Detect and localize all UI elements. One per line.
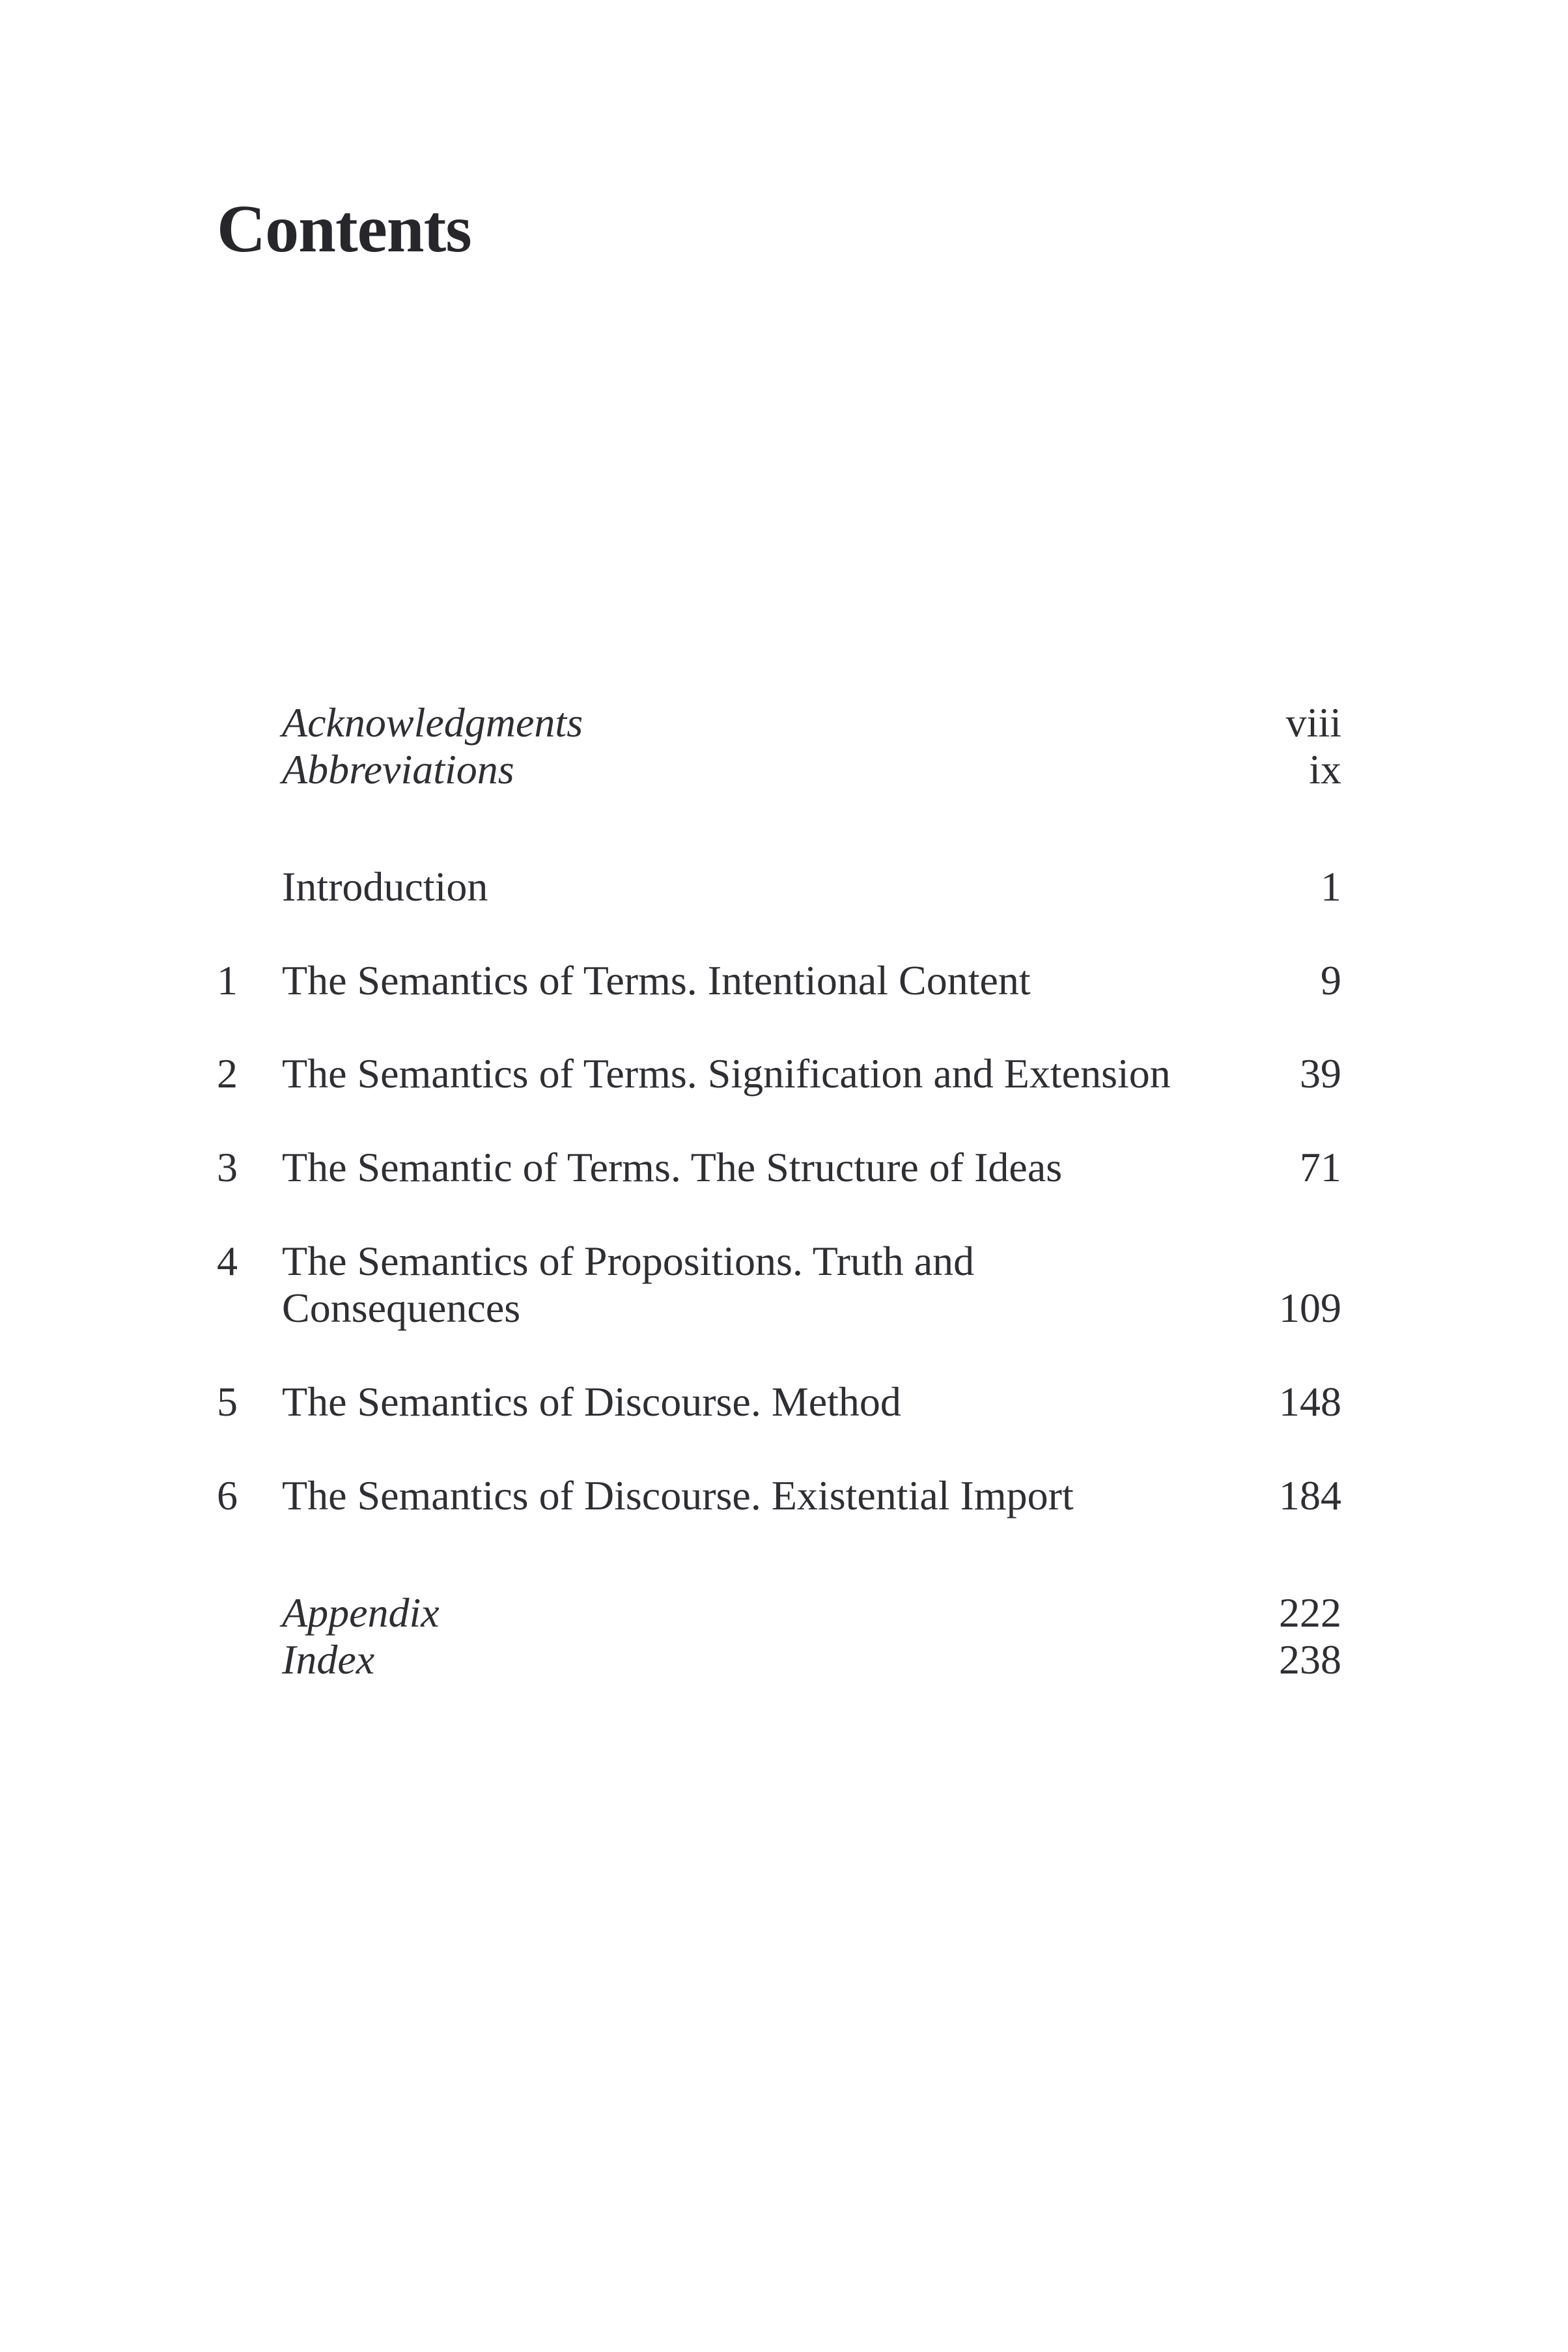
toc-entry-title: The Semantics of Terms. Intentional Content xyxy=(282,957,1031,1003)
chapter-number: 6 xyxy=(217,1472,238,1519)
chapter-number: 1 xyxy=(217,957,238,1003)
toc-entry-title: The Semantics of Discourse. Method xyxy=(282,1379,901,1425)
toc-entry-page: 184 xyxy=(1279,1472,1341,1519)
toc-entry-page: viii xyxy=(1285,699,1341,746)
toc-entry-page: ix xyxy=(1309,746,1341,792)
toc-entry-title: The Semantic of Terms. The Structure of Ideas xyxy=(282,1144,1063,1190)
toc-entry-page: 222 xyxy=(1279,1589,1341,1636)
toc-entry-title: Appendix xyxy=(282,1589,440,1636)
toc-entry-page: 148 xyxy=(1279,1379,1341,1425)
toc-entry-title-line-2: Consequences xyxy=(282,1285,521,1331)
chapter-number: 2 xyxy=(217,1050,238,1097)
toc-entry-page: 1 xyxy=(1321,863,1341,910)
chapter-number: 3 xyxy=(217,1144,238,1190)
toc-entry-page: 109 xyxy=(1279,1285,1341,1331)
toc-entry-page: 9 xyxy=(1321,957,1341,1003)
toc-entry-page: 71 xyxy=(1300,1144,1341,1190)
toc-entry-title: Abbreviations xyxy=(282,746,514,792)
toc-entry-title: Index xyxy=(282,1636,375,1683)
toc-entry-title: Introduction xyxy=(282,863,488,910)
toc-entry-title: The Semantics of Discourse. Existential Import xyxy=(282,1472,1074,1519)
toc-entry-chapter-4[interactable] xyxy=(217,1238,1341,1332)
toc-entry-title-line-1: The Semantics of Propositions. Truth and xyxy=(282,1238,975,1284)
toc-entry-page: 39 xyxy=(1300,1050,1341,1097)
toc-entry-title: Acknowledgments xyxy=(282,699,583,746)
toc-entry-page: 238 xyxy=(1279,1636,1341,1683)
chapter-number: 4 xyxy=(217,1238,238,1284)
toc-entry-title: The Semantics of Terms. Signification and Extension xyxy=(282,1050,1171,1097)
page-title: Contents xyxy=(217,191,471,266)
chapter-number: 5 xyxy=(217,1379,238,1425)
